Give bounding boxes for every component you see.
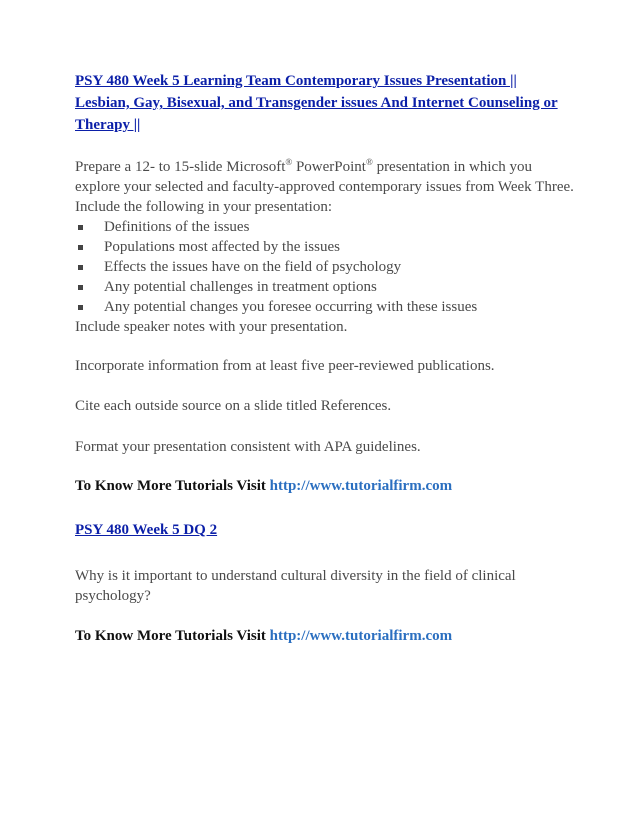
- cta-text: To Know More Tutorials Visit: [75, 628, 270, 644]
- cta-text: To Know More Tutorials Visit: [75, 478, 270, 494]
- dq-question: Why is it important to understand cultural diversity in the field of clinical psychology?: [75, 568, 516, 604]
- speaker-notes-line: Include speaker notes with your presentation.: [75, 319, 348, 335]
- registered-mark-2: ®: [365, 157, 373, 167]
- list-item: Definitions of the issues: [75, 217, 575, 237]
- intro-text-3: presentation in which you explore your selected and faculty-approved contemporary issues from Week Three.: [75, 159, 574, 195]
- incorporate-line: Incorporate information from at least five peer-reviewed publications.: [75, 358, 495, 374]
- registered-mark-1: ®: [285, 157, 293, 167]
- list-item: Any potential changes you foresee occurring with these issues: [75, 297, 575, 317]
- cite-line: Cite each outside source on a slide titled References.: [75, 398, 392, 414]
- square-bullet-icon: [78, 265, 83, 270]
- list-item: Effects the issues have on the field of psychology: [75, 257, 575, 277]
- tutorials-cta-2: [75, 626, 575, 646]
- square-bullet-icon: [78, 225, 83, 230]
- square-bullet-icon: [78, 245, 83, 250]
- include-line: Include the following in your presentation:: [75, 199, 333, 215]
- intro-text-1: Prepare a 12- to 15-slide Microsoft: [75, 159, 286, 175]
- list-item: Populations most affected by the issues: [75, 237, 575, 257]
- tutorialfirm-link[interactable]: http://www.tutorialfirm.com: [269, 628, 453, 644]
- list-item: Any potential challenges in treatment options: [75, 277, 575, 297]
- document-page: [75, 70, 575, 646]
- square-bullet-icon: [78, 285, 83, 290]
- format-line: Format your presentation consistent with APA guidelines.: [75, 439, 421, 455]
- tutorials-cta-1: [75, 476, 575, 496]
- requirements-list: [75, 217, 575, 317]
- intro-text-2: PowerPoint: [292, 159, 366, 175]
- section2-title-link[interactable]: PSY 480 Week 5 DQ 2: [75, 522, 218, 538]
- square-bullet-icon: [78, 305, 83, 310]
- tutorialfirm-link[interactable]: http://www.tutorialfirm.com: [269, 478, 453, 494]
- section1-title-link[interactable]: PSY 480 Week 5 Learning Team Contemporary Issues Presentation || Lesbian, Gay, Bisexual, and Transgender issues And Internet Counseling or Therapy ||: [75, 73, 558, 133]
- intro-paragraph: [75, 157, 575, 197]
